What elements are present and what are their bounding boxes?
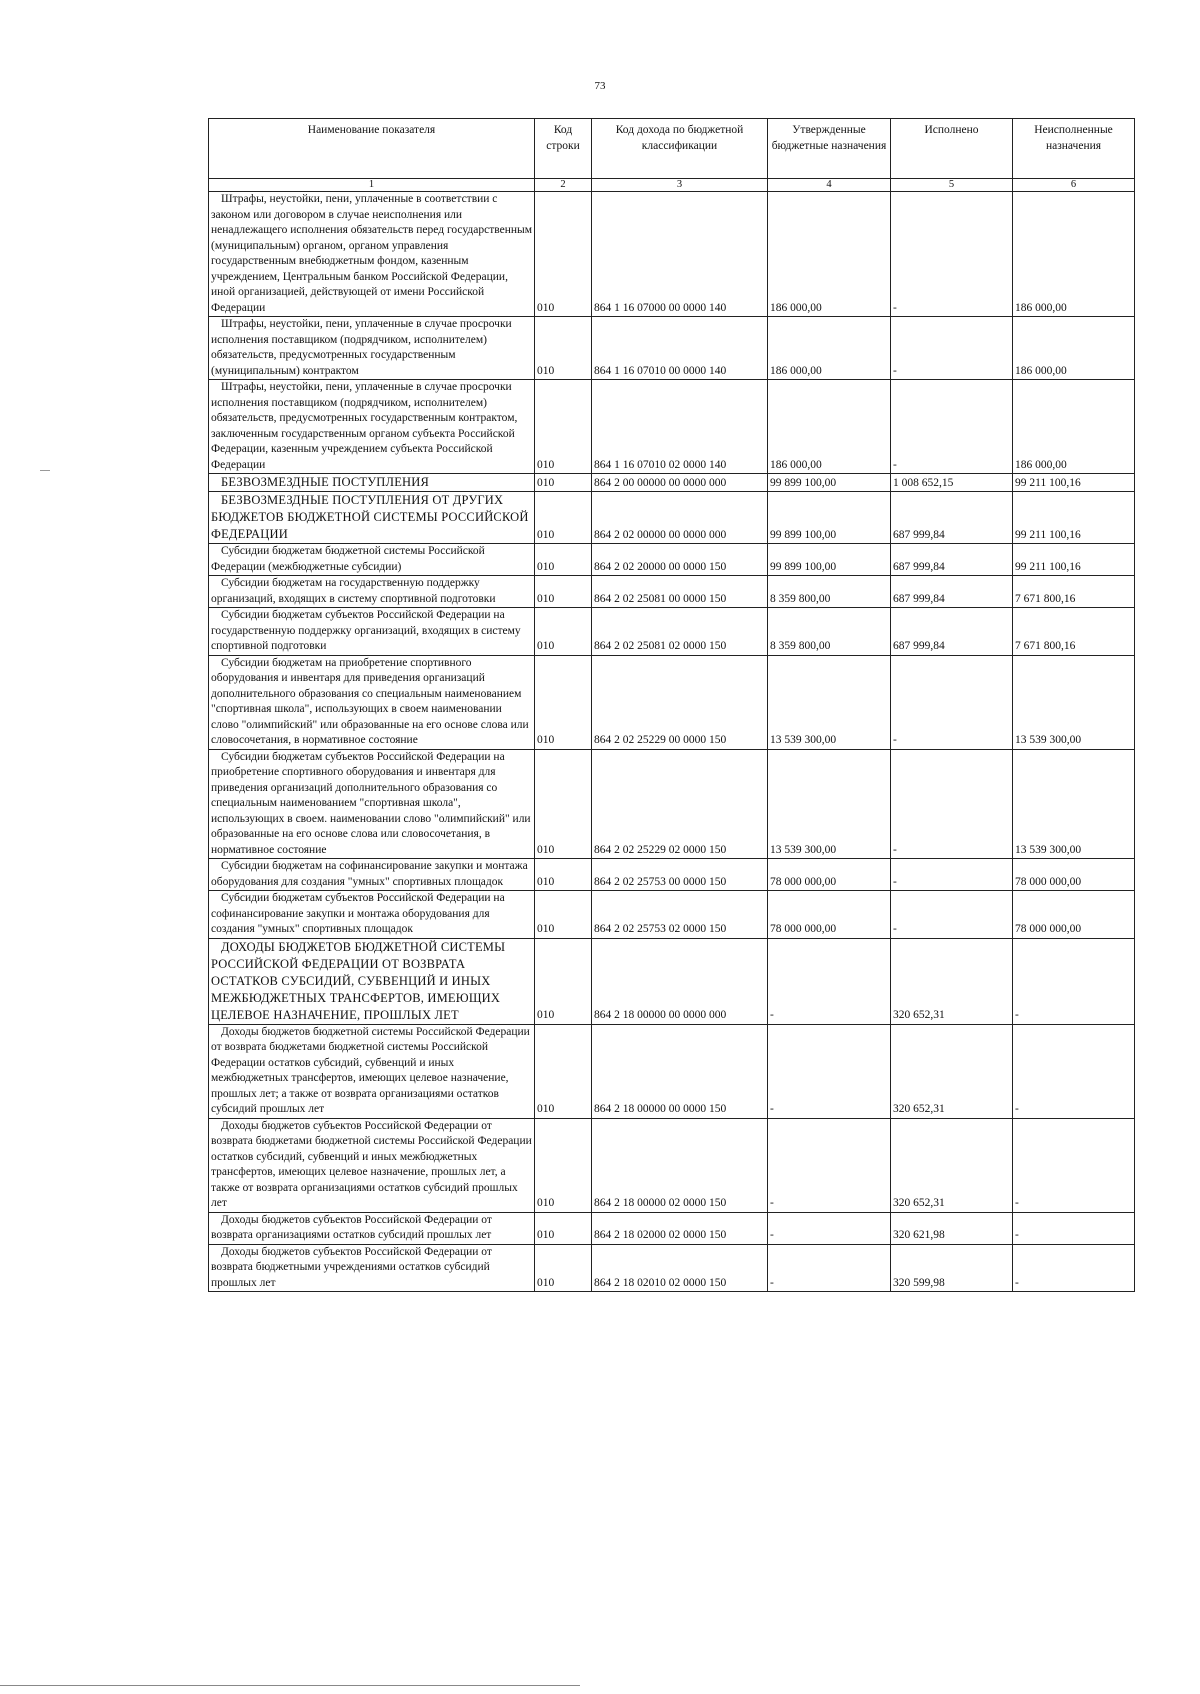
column-number: 1 <box>209 179 535 192</box>
executed-cell: 687 999,84 <box>891 544 1013 576</box>
income-code-cell: 864 2 02 25753 02 0000 150 <box>592 891 768 939</box>
column-number: 3 <box>592 179 768 192</box>
header-income-code: Код дохода по бюджетной классификации <box>592 119 768 179</box>
indicator-name-cell: БЕЗВОЗМЕЗДНЫЕ ПОСТУПЛЕНИЯ <box>209 474 535 492</box>
approved-cell: - <box>768 938 891 1024</box>
table-header-row <box>209 119 1135 179</box>
table-row <box>209 492 1135 544</box>
income-code-cell: 864 1 16 07010 02 0000 140 <box>592 380 768 474</box>
table-row <box>209 608 1135 656</box>
executed-cell: 687 999,84 <box>891 492 1013 544</box>
line-code-cell: 010 <box>535 544 592 576</box>
executed-cell: 320 652,31 <box>891 1118 1013 1212</box>
indicator-name-cell: Субсидии бюджетам на государственную поддержку организаций, входящих в систему спортивной подготовки <box>209 576 535 608</box>
table-row <box>209 474 1135 492</box>
indicator-name-cell: Штрафы, неустойки, пени, уплаченные в соответствии с законом или договором в случае неисполнения или ненадлежащего исполнения обязательств перед государственным (муниципальным) органом, органом управления государственным внебюджетным фондом, казенным учреждением, Центральным банком Российской Федерации, иной организацией, действующей от имени Российской Федерации <box>209 192 535 317</box>
approved-cell: 186 000,00 <box>768 380 891 474</box>
income-code-cell: 864 2 02 25229 02 0000 150 <box>592 749 768 859</box>
table-body <box>209 192 1135 1292</box>
indicator-name-cell: Доходы бюджетов бюджетной системы Российской Федерации от возврата бюджетами бюджетной системы Российской Федерации остатков субсидий, субвенций и иных межбюджетных трансфертов, имеющих целевое назначение, прошлых лет; а также от возврата организациями остатков субсидий прошлых лет <box>209 1024 535 1118</box>
executed-cell: - <box>891 859 1013 891</box>
scan-mark <box>40 470 50 471</box>
income-code-cell: 864 2 18 02000 02 0000 150 <box>592 1212 768 1244</box>
income-code-cell: 864 2 02 20000 00 0000 150 <box>592 544 768 576</box>
header-executed: Исполнено <box>891 119 1013 179</box>
unexecuted-cell: 99 211 100,16 <box>1013 544 1135 576</box>
indicator-name-cell: Субсидии бюджетам бюджетной системы Российской Федерации (межбюджетные субсидии) <box>209 544 535 576</box>
column-number: 4 <box>768 179 891 192</box>
executed-cell: 320 652,31 <box>891 938 1013 1024</box>
approved-cell: - <box>768 1244 891 1292</box>
table-row <box>209 192 1135 317</box>
approved-cell: 8 359 800,00 <box>768 576 891 608</box>
column-number: 6 <box>1013 179 1135 192</box>
approved-cell: 78 000 000,00 <box>768 859 891 891</box>
income-code-cell: 864 2 02 25081 02 0000 150 <box>592 608 768 656</box>
unexecuted-cell: 13 539 300,00 <box>1013 749 1135 859</box>
table-row <box>209 1212 1135 1244</box>
line-code-cell: 010 <box>535 576 592 608</box>
unexecuted-cell: 78 000 000,00 <box>1013 891 1135 939</box>
executed-cell: 320 621,98 <box>891 1212 1013 1244</box>
income-code-cell: 864 2 02 00000 00 0000 000 <box>592 492 768 544</box>
table-row <box>209 859 1135 891</box>
table-row <box>209 317 1135 380</box>
line-code-cell: 010 <box>535 380 592 474</box>
header-line-code: Код строки <box>535 119 592 179</box>
income-code-cell: 864 2 02 25081 00 0000 150 <box>592 576 768 608</box>
approved-cell: 186 000,00 <box>768 192 891 317</box>
indicator-name-cell: Субсидии бюджетам субъектов Российской Федерации на софинансирование закупки и монтажа оборудования для создания "умных" спортивных площадок <box>209 891 535 939</box>
line-code-cell: 010 <box>535 1118 592 1212</box>
approved-cell: - <box>768 1118 891 1212</box>
line-code-cell: 010 <box>535 1244 592 1292</box>
executed-cell: - <box>891 192 1013 317</box>
approved-cell: 8 359 800,00 <box>768 608 891 656</box>
income-code-cell: 864 2 00 00000 00 0000 000 <box>592 474 768 492</box>
unexecuted-cell: 7 671 800,16 <box>1013 576 1135 608</box>
executed-cell: - <box>891 749 1013 859</box>
unexecuted-cell: 99 211 100,16 <box>1013 474 1135 492</box>
line-code-cell: 010 <box>535 317 592 380</box>
approved-cell: - <box>768 1212 891 1244</box>
unexecuted-cell: - <box>1013 1118 1135 1212</box>
indicator-name-cell: Субсидии бюджетам субъектов Российской Федерации на государственную поддержку организаций, входящих в систему спортивной подготовки <box>209 608 535 656</box>
line-code-cell: 010 <box>535 192 592 317</box>
unexecuted-cell: - <box>1013 1024 1135 1118</box>
indicator-name-cell: БЕЗВОЗМЕЗДНЫЕ ПОСТУПЛЕНИЯ ОТ ДРУГИХ БЮДЖЕТОВ БЮДЖЕТНОЙ СИСТЕМЫ РОССИЙСКОЙ ФЕДЕРАЦИИ <box>209 492 535 544</box>
line-code-cell: 010 <box>535 474 592 492</box>
approved-cell: 13 539 300,00 <box>768 749 891 859</box>
indicator-name-cell: Доходы бюджетов субъектов Российской Федерации от возврата бюджетами бюджетной системы Российской Федерации остатков субсидий, субвенций и иных межбюджетных трансфертов, имеющих целевое назначение, прошлых лет, а также от возврата организациями остатков субсидий прошлых лет <box>209 1118 535 1212</box>
line-code-cell: 010 <box>535 492 592 544</box>
unexecuted-cell: - <box>1013 938 1135 1024</box>
unexecuted-cell: - <box>1013 1244 1135 1292</box>
line-code-cell: 010 <box>535 1024 592 1118</box>
table-row <box>209 655 1135 749</box>
header-indicator-name: Наименование показателя <box>209 119 535 179</box>
header-approved: Утвержденные бюджетные назначения <box>768 119 891 179</box>
unexecuted-cell: 99 211 100,16 <box>1013 492 1135 544</box>
approved-cell: 99 899 100,00 <box>768 474 891 492</box>
column-number-row <box>209 179 1135 192</box>
table-row <box>209 1244 1135 1292</box>
unexecuted-cell: - <box>1013 1212 1135 1244</box>
line-code-cell: 010 <box>535 608 592 656</box>
executed-cell: 320 652,31 <box>891 1024 1013 1118</box>
income-code-cell: 864 1 16 07010 00 0000 140 <box>592 317 768 380</box>
executed-cell: - <box>891 317 1013 380</box>
table-row <box>209 1024 1135 1118</box>
executed-cell: 320 599,98 <box>891 1244 1013 1292</box>
indicator-name-cell: Субсидии бюджетам на софинансирование закупки и монтажа оборудования для создания "умных" спортивных площадок <box>209 859 535 891</box>
indicator-name-cell: Доходы бюджетов субъектов Российской Федерации от возврата бюджетными учреждениями остатков субсидий прошлых лет <box>209 1244 535 1292</box>
unexecuted-cell: 7 671 800,16 <box>1013 608 1135 656</box>
unexecuted-cell: 186 000,00 <box>1013 192 1135 317</box>
unexecuted-cell: 186 000,00 <box>1013 380 1135 474</box>
page-number: 73 <box>594 80 606 92</box>
unexecuted-cell: 78 000 000,00 <box>1013 859 1135 891</box>
income-code-cell: 864 1 16 07000 00 0000 140 <box>592 192 768 317</box>
unexecuted-cell: 13 539 300,00 <box>1013 655 1135 749</box>
line-code-cell: 010 <box>535 859 592 891</box>
table-row <box>209 749 1135 859</box>
column-number: 2 <box>535 179 592 192</box>
column-number: 5 <box>891 179 1013 192</box>
line-code-cell: 010 <box>535 891 592 939</box>
executed-cell: 687 999,84 <box>891 576 1013 608</box>
approved-cell: 186 000,00 <box>768 317 891 380</box>
line-code-cell: 010 <box>535 655 592 749</box>
table-row <box>209 891 1135 939</box>
approved-cell: 13 539 300,00 <box>768 655 891 749</box>
indicator-name-cell: Доходы бюджетов субъектов Российской Федерации от возврата организациями остатков субсидий прошлых лет <box>209 1212 535 1244</box>
indicator-name-cell: Субсидии бюджетам на приобретение спортивного оборудования и инвентаря для приведения организаций дополнительного образования со специальным наименованием "спортивная школа", использующих в своем наименовании слово "олимпийский" или образованные на его основе слова или словосочетания, в нормативное состояние <box>209 655 535 749</box>
indicator-name-cell: Штрафы, неустойки, пени, уплаченные в случае просрочки исполнения поставщиком (подрядчиком, исполнителем) обязательств, предусмотренных государственным (муниципальным) контрактом <box>209 317 535 380</box>
income-code-cell: 864 2 18 00000 02 0000 150 <box>592 1118 768 1212</box>
approved-cell: 99 899 100,00 <box>768 492 891 544</box>
approved-cell: - <box>768 1024 891 1118</box>
line-code-cell: 010 <box>535 749 592 859</box>
table-row <box>209 576 1135 608</box>
income-code-cell: 864 2 18 00000 00 0000 000 <box>592 938 768 1024</box>
table-row <box>209 938 1135 1024</box>
header-unexecuted: Неисполненные назначения <box>1013 119 1135 179</box>
income-code-cell: 864 2 18 00000 00 0000 150 <box>592 1024 768 1118</box>
approved-cell: 99 899 100,00 <box>768 544 891 576</box>
scan-line <box>0 1685 580 1686</box>
income-code-cell: 864 2 02 25753 00 0000 150 <box>592 859 768 891</box>
approved-cell: 78 000 000,00 <box>768 891 891 939</box>
table-row <box>209 380 1135 474</box>
line-code-cell: 010 <box>535 938 592 1024</box>
income-code-cell: 864 2 02 25229 00 0000 150 <box>592 655 768 749</box>
unexecuted-cell: 186 000,00 <box>1013 317 1135 380</box>
executed-cell: - <box>891 380 1013 474</box>
indicator-name-cell: Субсидии бюджетам субъектов Российской Федерации на приобретение спортивного оборудования и инвентаря для приведения организаций дополнительного образования со специальным наименованием "спортивная школа", использующих в своем. наименовании слово "олимпийский" или образованные на его основе слова или словосочетания, в нормативное состояние <box>209 749 535 859</box>
executed-cell: - <box>891 891 1013 939</box>
table-row <box>209 1118 1135 1212</box>
executed-cell: - <box>891 655 1013 749</box>
executed-cell: 1 008 652,15 <box>891 474 1013 492</box>
indicator-name-cell: Штрафы, неустойки, пени, уплаченные в случае просрочки исполнения поставщиком (подрядчиком, исполнителем) обязательств, предусмотренных государственным контрактом, заключенным государственным органом субъекта Российской Федерации, казенным учреждением субъекта Российской Федерации <box>209 380 535 474</box>
budget-income-table <box>208 118 1135 1292</box>
line-code-cell: 010 <box>535 1212 592 1244</box>
indicator-name-cell: ДОХОДЫ БЮДЖЕТОВ БЮДЖЕТНОЙ СИСТЕМЫ РОССИЙСКОЙ ФЕДЕРАЦИИ ОТ ВОЗВРАТА ОСТАТКОВ СУБСИДИЙ, СУБВЕНЦИЙ И ИНЫХ МЕЖБЮДЖЕТНЫХ ТРАНСФЕРТОВ, ИМЕЮЩИХ ЦЕЛЕВОЕ НАЗНАЧЕНИЕ, ПРОШЛЫХ ЛЕТ <box>209 938 535 1024</box>
executed-cell: 687 999,84 <box>891 608 1013 656</box>
income-code-cell: 864 2 18 02010 02 0000 150 <box>592 1244 768 1292</box>
table-row <box>209 544 1135 576</box>
